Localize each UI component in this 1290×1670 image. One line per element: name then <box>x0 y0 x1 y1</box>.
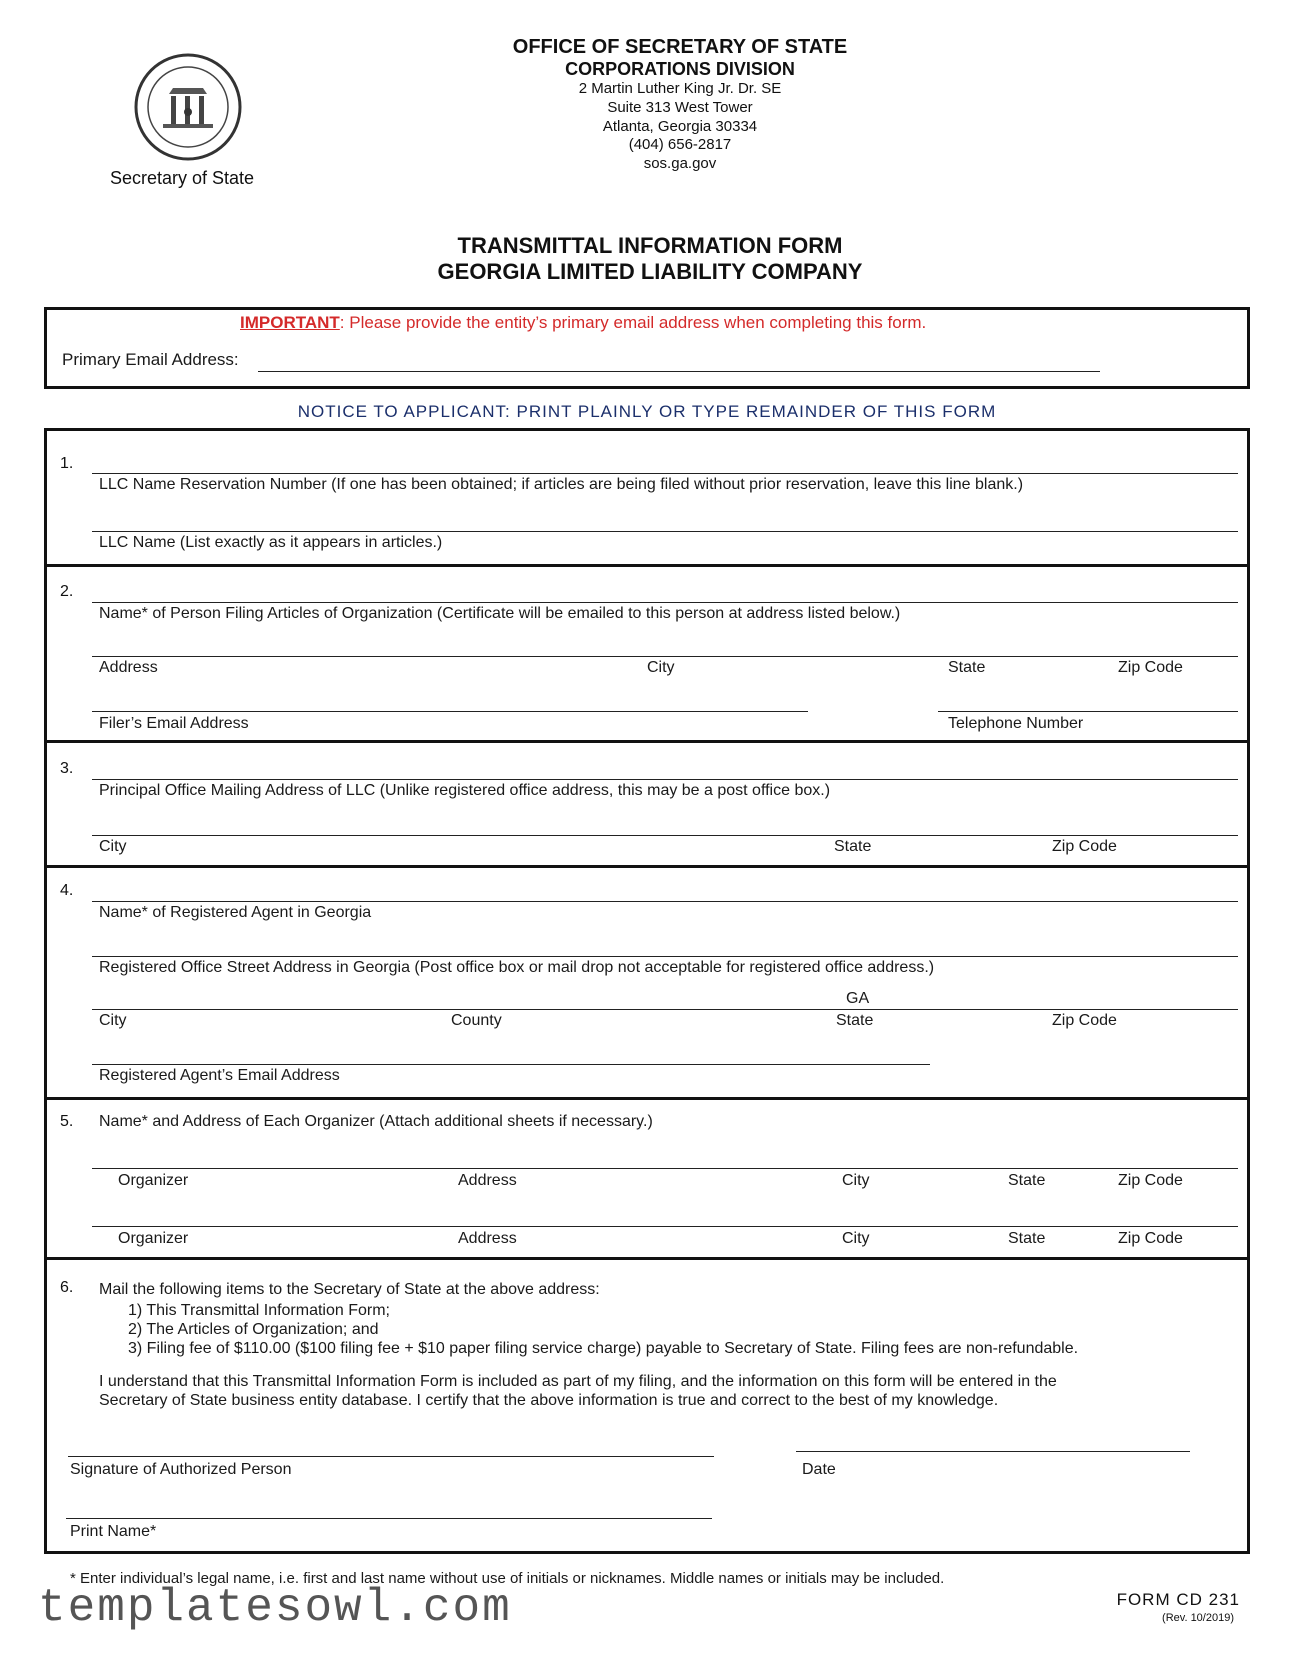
registered-zip-label: Zip Code <box>1052 1012 1117 1029</box>
seal-caption: Secretary of State <box>110 168 255 188</box>
organizer-2-zip-label: Zip Code <box>1118 1230 1183 1247</box>
mail-item-3: 3) Filing fee of $110.00 ($100 filing fee + $10 paper filing service charge) payable to Secretary of State. Filing fees are non-refundable. <box>128 1340 1079 1357</box>
mailing-city-field[interactable] <box>92 835 1238 836</box>
section-2-number: 2. <box>60 583 74 600</box>
address-line-3: Atlanta, Georgia 30334 <box>602 118 758 135</box>
filer-state-label: State <box>948 659 986 676</box>
filer-phone-field[interactable] <box>938 711 1238 712</box>
important-notice <box>240 313 926 333</box>
reservation-number-field[interactable] <box>92 473 1238 474</box>
registered-office-field[interactable] <box>92 956 1238 957</box>
primary-email-label: Primary Email Address: <box>62 350 239 369</box>
mailing-city-label: City <box>99 838 127 855</box>
section-1-number: 1. <box>60 455 74 472</box>
print-name-field[interactable] <box>66 1518 712 1519</box>
section-divider <box>44 564 1250 567</box>
important-label: IMPORTANT <box>240 313 340 332</box>
print-name-label: Print Name* <box>70 1523 157 1540</box>
filer-name-label: Name* of Person Filing Articles of Organization (Certificate will be emailed to this person at address listed below.) <box>99 605 901 622</box>
agent-email-field[interactable] <box>92 1064 930 1065</box>
section-divider <box>44 865 1250 868</box>
form-revision: (Rev. 10/2019) <box>1162 1612 1234 1624</box>
phone-number: (404) 656-2817 <box>628 136 732 153</box>
mailing-zip-label: Zip Code <box>1052 838 1117 855</box>
filer-city-label: City <box>647 659 675 676</box>
certification-line-2: Secretary of State business entity database. I certify that the above information is true and correct to the best of my knowledge. <box>99 1392 999 1409</box>
mailing-state-label: State <box>834 838 872 855</box>
section-3-number: 3. <box>60 760 74 777</box>
organizers-label: Name* and Address of Each Organizer (Attach additional sheets if necessary.) <box>99 1113 653 1130</box>
filer-phone-label: Telephone Number <box>948 715 1084 732</box>
organizer-1-state-label: State <box>1008 1172 1046 1189</box>
important-message: : Please provide the entity’s primary email address when completing this form. <box>339 313 927 332</box>
form-title-line-2: GEORGIA LIMITED LIABILITY COMPANY <box>437 259 863 284</box>
section-5-number: 5. <box>60 1113 74 1130</box>
organizer-1-city-label: City <box>842 1172 870 1189</box>
organizer-2-address-label: Address <box>458 1230 517 1247</box>
filer-email-label: Filer’s Email Address <box>99 715 249 732</box>
section-6-number: 6. <box>60 1279 74 1296</box>
form-number: FORM CD 231 <box>1116 1590 1240 1609</box>
georgia-seal <box>133 52 243 162</box>
mailing-address-field[interactable] <box>92 779 1238 780</box>
organizer-1-field[interactable] <box>92 1168 1238 1169</box>
mailing-address-label: Principal Office Mailing Address of LLC (Unlike registered office address, this may be a post office box.) <box>99 782 831 799</box>
registered-city-field[interactable] <box>92 1009 1238 1010</box>
division-title: CORPORATIONS DIVISION <box>565 59 795 79</box>
date-label: Date <box>802 1461 836 1478</box>
registered-state-label: State <box>836 1012 874 1029</box>
section-divider <box>44 740 1250 743</box>
filer-address-field[interactable] <box>92 656 1238 657</box>
agent-email-label: Registered Agent’s Email Address <box>99 1067 340 1084</box>
primary-email-field[interactable] <box>258 371 1100 372</box>
organizer-2-name-label: Organizer <box>118 1230 189 1247</box>
office-title: OFFICE OF SECRETARY OF STATE <box>512 36 848 58</box>
section-divider <box>44 1097 1250 1100</box>
mail-instructions: Mail the following items to the Secretary of State at the above address: <box>99 1281 600 1298</box>
address-line-1: 2 Martin Luther King Jr. Dr. SE <box>578 80 782 97</box>
signature-field[interactable] <box>68 1456 714 1457</box>
filer-name-field[interactable] <box>92 602 1238 603</box>
filer-address-label: Address <box>99 659 158 676</box>
llc-name-label: LLC Name (List exactly as it appears in articles.) <box>99 534 443 551</box>
reservation-number-label: LLC Name Reservation Number (If one has been obtained; if articles are being filed without prior reservation, leave this line blank.) <box>99 476 1024 493</box>
section-4-number: 4. <box>60 882 74 899</box>
section-divider <box>44 1257 1250 1260</box>
organizer-1-address-label: Address <box>458 1172 517 1189</box>
registered-state-value: GA <box>846 990 870 1007</box>
organizer-1-zip-label: Zip Code <box>1118 1172 1183 1189</box>
organizer-1-name-label: Organizer <box>118 1172 189 1189</box>
mail-item-1: 1) This Transmittal Information Form; <box>128 1302 390 1319</box>
website: sos.ga.gov <box>643 155 717 172</box>
mail-item-2: 2) The Articles of Organization; and <box>128 1321 379 1338</box>
footnote: * Enter individual’s legal name, i.e. first and last name without use of initials or nicknames. Middle names or initials may be included. <box>70 1570 945 1587</box>
date-field[interactable] <box>796 1451 1190 1452</box>
registered-city-label: City <box>99 1012 127 1029</box>
notice-to-applicant: NOTICE TO APPLICANT: PRINT PLAINLY OR TYPE REMAINDER OF THIS FORM <box>297 402 997 421</box>
address-line-2: Suite 313 West Tower <box>607 99 753 116</box>
llc-name-field[interactable] <box>92 531 1238 532</box>
watermark: templatesowl.com <box>38 1582 512 1634</box>
organizer-2-field[interactable] <box>92 1226 1238 1227</box>
certification-line-1: I understand that this Transmittal Information Form is included as part of my filing, and the information on this form will be entered in the <box>99 1373 1057 1390</box>
organizer-2-state-label: State <box>1008 1230 1046 1247</box>
registered-office-label: Registered Office Street Address in Georgia (Post office box or mail drop not acceptable for registered office address.) <box>99 959 935 976</box>
agent-name-field[interactable] <box>92 901 1238 902</box>
filer-zip-label: Zip Code <box>1118 659 1183 676</box>
form-title-line-1: TRANSMITTAL INFORMATION FORM <box>457 233 843 258</box>
organizer-2-city-label: City <box>842 1230 870 1247</box>
agent-name-label: Name* of Registered Agent in Georgia <box>99 904 372 921</box>
signature-label: Signature of Authorized Person <box>70 1461 292 1478</box>
filer-email-field[interactable] <box>92 711 808 712</box>
registered-county-label: County <box>451 1012 502 1029</box>
